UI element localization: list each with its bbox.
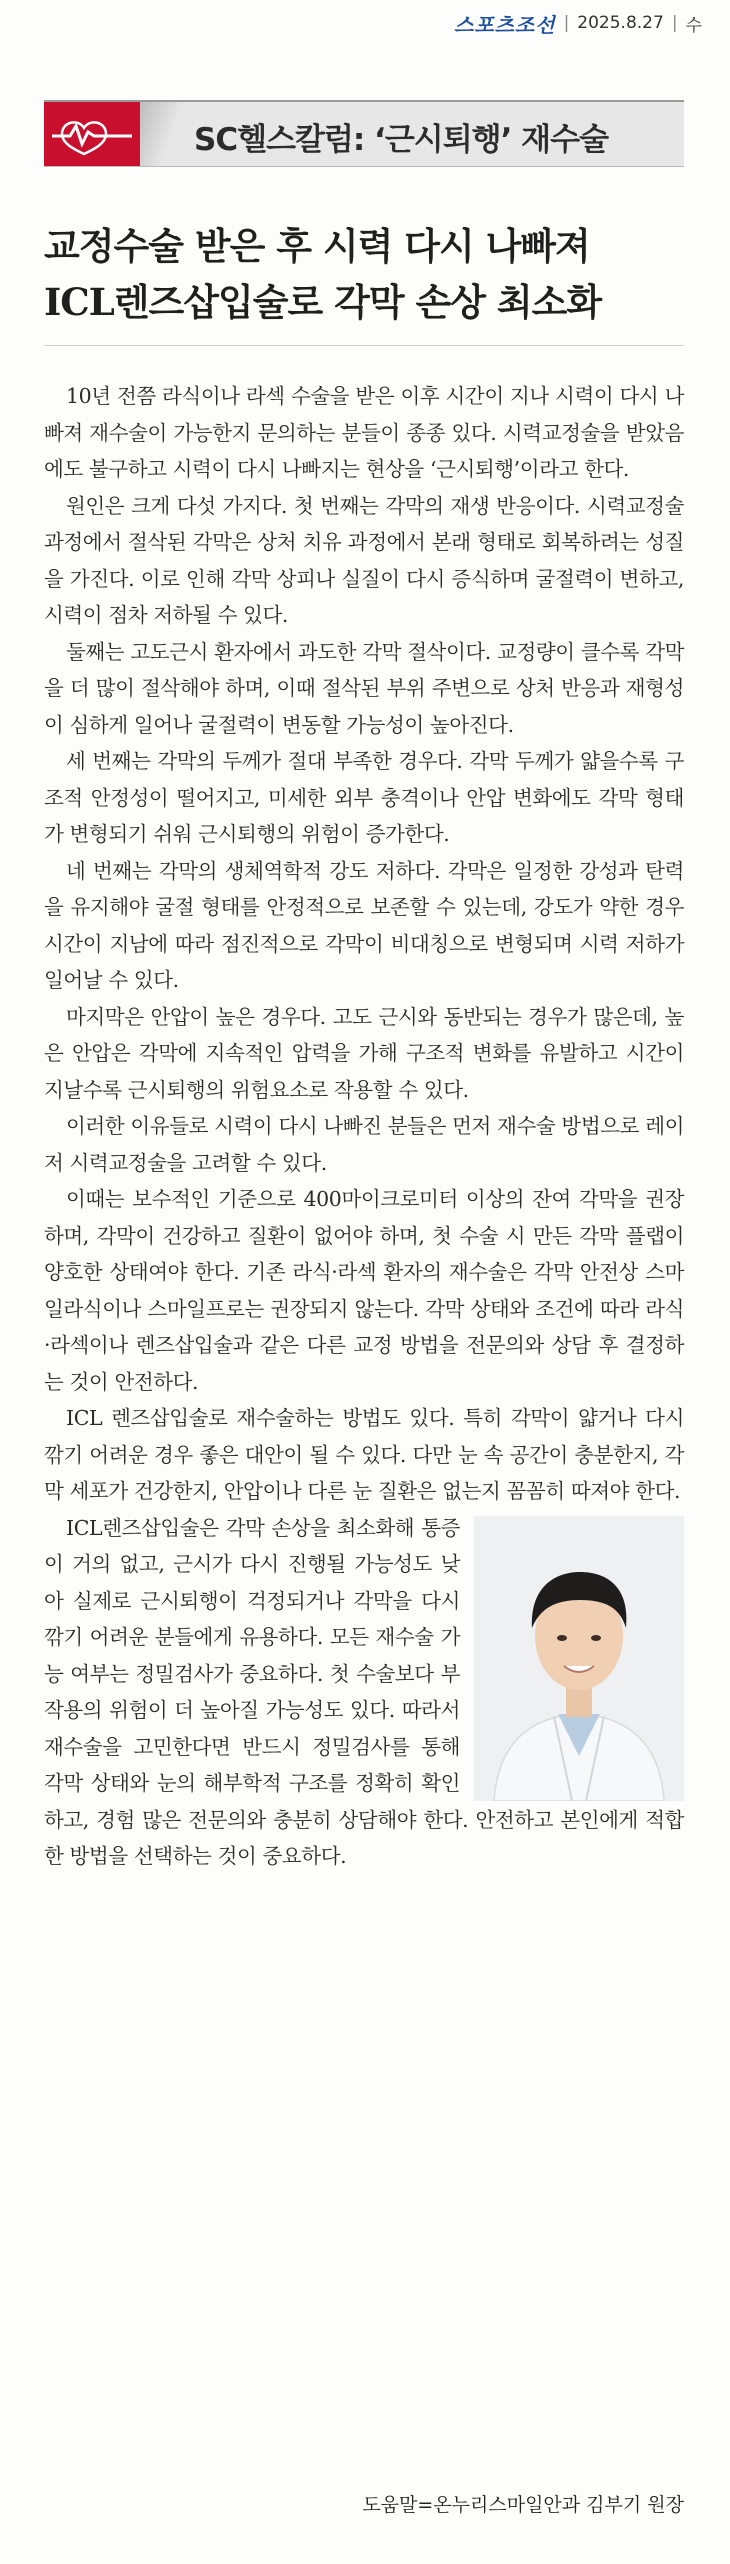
paragraph: ICL 렌즈삽입술로 재수술하는 방법도 있다. 특히 각막이 얇거나 다시 깎기 어려운 경우 좋은 대안이 될 수 있다. 다만 눈 속 공간이 충분한지, 각막 세포가 건강한지, 안압이나 다른 눈 질환은 없는지 꼼꼼히 따져야 한다. — [44, 1406, 684, 1503]
paragraph: ICL렌즈삽입술은 각막 손상을 최소화해 통증이 거의 없고, 근시가 다시 진행될 가능성도 낮아 실제로 근시퇴행이 걱정되거나 각막을 다시 깎기 어려운 분들에게 유용하다. 모든 재수술 가능 여부는 정밀검사가 중요하다. 첫 수술보다 부작용의 위험이 더 높아질 가능성도 있다. 따라서 재수술을 고민한다면 반드시 정밀검사를 통해 각막 상태와 눈의 해부학적 구조를 정확히 확인하고, 경험 많은 전문의와 충분히 상담해야 한다. 안전하고 본인에게 적합한 방법을 선택하는 것이 중요하다. — [44, 1515, 684, 1868]
doctor-portrait-image — [474, 1516, 684, 1801]
column-logo — [44, 102, 140, 166]
issue-weekday: 수 — [685, 15, 702, 36]
banner-fold — [140, 102, 190, 166]
paragraph: 원인은 크게 다섯 가지다. 첫 번째는 각막의 재생 반응이다. 시력교정술 과정에서 절삭된 각막은 상처 치유 과정에서 본래 형태로 회복하려는 성질을 가진다. 이로 인해 각막 상피나 실질이 다시 증식하며 굴절력이 변하고, 시력이 점차 저하될 수 있다. — [44, 493, 684, 627]
paragraph: 10년 전쯤 라식이나 라섹 수술을 받은 이후 시간이 지나 시력이 다시 나빠져 재수술이 가능한지 문의하는 분들이 종종 있다. 시력교정술을 받았음에도 불구하고 시력이 다시 나빠지는 현상을 ‘근시퇴행’이라고 한다. — [44, 384, 684, 481]
paper-name: 스포츠조선 — [453, 12, 556, 37]
column-banner — [44, 100, 684, 167]
masthead-line — [454, 6, 702, 40]
headline-divider — [44, 345, 684, 346]
masthead-separator: | — [671, 13, 678, 33]
paragraph: 이러한 이유들로 시력이 다시 나빠진 분들은 먼저 재수술 방법으로 레이저 시력교정술을 고려할 수 있다. — [44, 1114, 684, 1175]
headline — [44, 218, 694, 330]
paragraph: 둘째는 고도근시 환자에서 과도한 각막 절삭이다. 교정량이 클수록 각막을 더 많이 절삭해야 하며, 이때 절삭된 부위 주변으로 상처 반응과 재형성이 심하게 일어나 굴절력이 변동할 가능성이 높아진다. — [44, 639, 684, 737]
masthead-separator: | — [563, 13, 570, 33]
headline-line-1: 교정수술 받은 후 시력 다시 나빠져 — [44, 224, 590, 268]
headline-line-2: ICL렌즈삽입술로 각막 손상 최소화 — [44, 280, 602, 324]
paragraph: 세 번째는 각막의 두께가 절대 부족한 경우다. 각막 두께가 얇을수록 구조적 안정성이 떨어지고, 미세한 외부 충격이나 안압 변화에도 각막 형태가 변형되기 쉬워 근시퇴행의 위험이 증가한다. — [44, 749, 684, 846]
paragraph: 마지막은 안압이 높은 경우다. 고도 근시와 동반되는 경우가 많은데, 높은 안압은 각막에 지속적인 압력을 가해 구조적 변화를 유발하고 시간이 지날수록 근시퇴행의 위험요소로 작용할 수 있다. — [44, 1004, 684, 1102]
column-title: SC헬스칼럼: ‘근시퇴행’ 재수술 — [194, 122, 609, 158]
masthead — [0, 0, 730, 90]
article-credit: 도움말=온누리스마일안과 김부기 원장 — [362, 2494, 684, 2516]
issue-date: 2025.8.27 — [577, 13, 664, 33]
paragraph: 이때는 보수적인 기준으로 400마이크로미터 이상의 잔여 각막을 권장하며, 각막이 건강하고 질환이 없어야 하며, 첫 수술 시 만든 각막 플랩이 양호한 상태여야 한다. 기존 라식·라섹 환자의 재수술은 각막 안전상 스마일라식이나 스마일프로는 권장되지 않는다. 각막 상태와 조건에 따라 라식·라섹이나 렌즈삽입술과 같은 다른 교정 방법을 전문의와 상담 후 결정하는 것이 안전하다. — [44, 1187, 684, 1394]
doctor-photo — [474, 1516, 684, 1801]
heartbeat-icon — [52, 112, 132, 156]
paragraph: 네 번째는 각막의 생체역학적 강도 저하다. 각막은 일정한 강성과 탄력을 유지해야 굴절 형태를 안정적으로 보존할 수 있는데, 강도가 약한 경우 시간이 지남에 따라 점진적으로 각막이 비대칭으로 변형되며 시력 저하가 일어날 수 있다. — [44, 858, 684, 992]
article-body — [44, 378, 684, 1875]
